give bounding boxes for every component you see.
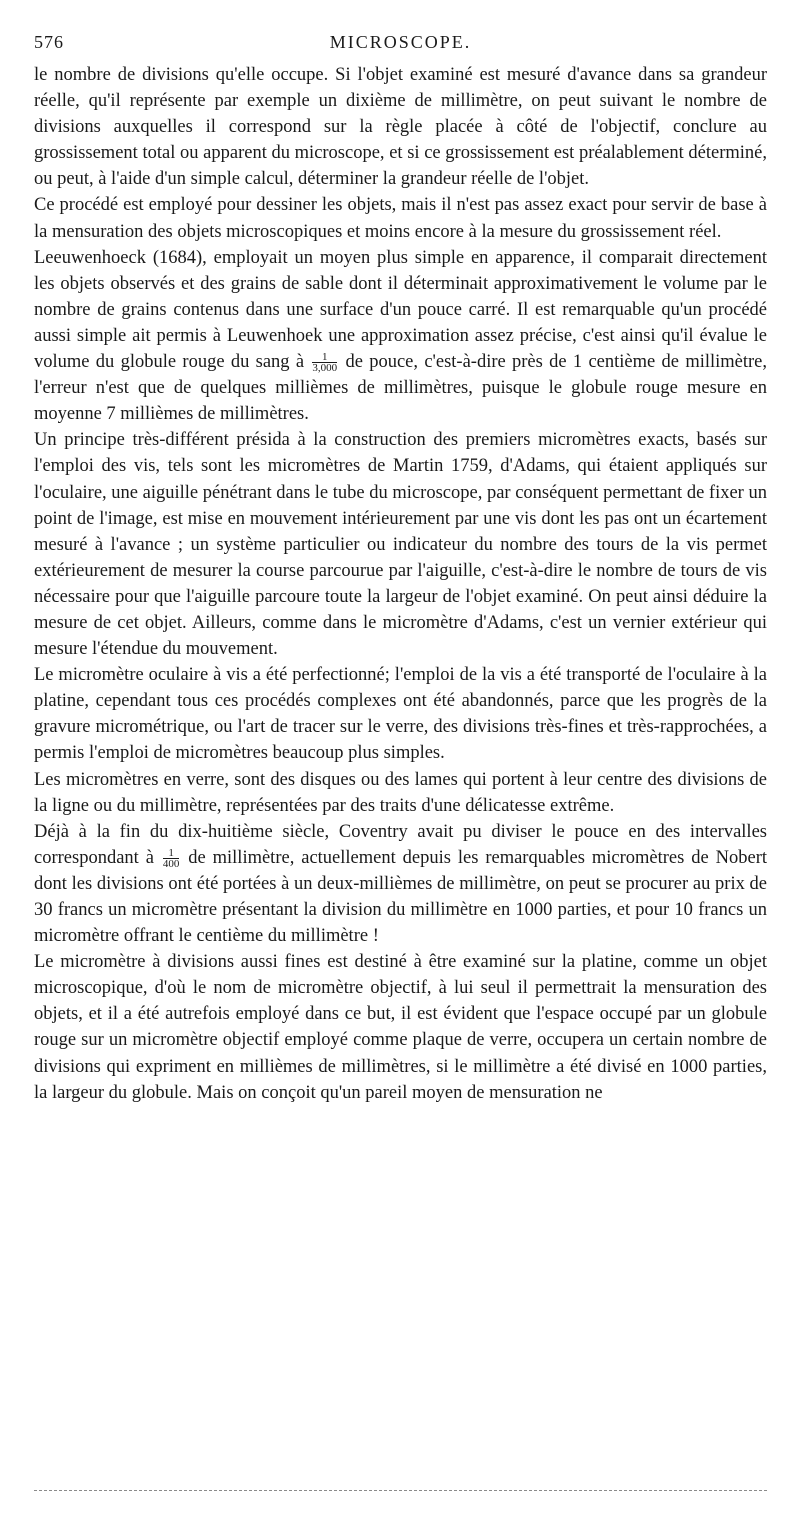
fraction-denominator: 3,000 xyxy=(312,362,338,375)
paragraph-1: le nombre de divisions qu'elle occupe. Si l'objet examiné est mesuré d'avance dans sa grandeur réelle, qu'il représente par exemple un dixième de millimètre, on peut suivant le nombre de divisions auxquelles il correspond sur la règle placée à côté de l'objectif, conclure au grossissement total ou apparent du microscope, et si ce grossissement est préalablement déterminé, ou peut, à l'aide d'un simple calcul, déterminer la grandeur réelle de l'objet. xyxy=(34,65,767,190)
paragraph-5: Le micromètre oculaire à vis a été perfectionné; l'emploi de la vis a été transporté de l'oculaire à la platine, cependant tous ces procédés complexes ont été abandonnés, parce que les progrès de la gravure micrométrique, ou l'art de tracer sur le verre, des divisions très-fines et très-rapprochées, a permis l'emploi de micromètres beaucoup plus simples. xyxy=(34,665,767,764)
paragraph-7-text-a: Déjà à la fin du dix-huitième siècle, Coventry avait pu diviser le pouce en des intervalles correspondant à xyxy=(34,821,767,868)
fraction-one-three-thousandth xyxy=(312,352,337,373)
paragraph-3-text-a: Leeuwenhoeck (1684), employait un moyen plus simple en apparence, il comparait directement les objets observés et des grains de sable dont il déterminait approximativement le volume par le nombre de grains contenus dans une surface d'un pouce carré. Il est remarquable qu'un procédé aussi simple ait permis à Leuwenhoek une approximation assez précise, c'est ainsi qu'il évalue le volume du globule rouge du sang à xyxy=(34,247,767,373)
page-number: 576 xyxy=(34,32,64,52)
paragraph-7 xyxy=(34,819,767,949)
paragraph-6: Les micromètres en verre, sont des disques ou des lames qui portent à leur centre des divisions de la ligne ou du millimètre, représentées par des traits d'une délicatesse extrême. xyxy=(34,769,767,816)
fraction-denominator: 400 xyxy=(162,858,180,871)
paragraph-4: Un principe très-différent présida à la construction des premiers micromètres exacts, basés sur l'emploi des vis, tels sont les micromètres de Martin 1759, d'Adams, qui étaient appliqués sur l'oculaire, une aiguille pénétrant dans le tube du microscope, par conséquent permettant de fixer un point de l'image, est mise en mouvement intérieurement par une vis dont les pas ont un écartement mesuré à l'avance ; un système particulier ou indicateur du nombre des tours de la vis permet extérieurement de mesurer la course parcourue par l'aiguille, c'est-à-dire le nombre de tours de vis nécessaire pour que l'aiguille parcoure toute la largeur de l'objet examiné. On peut ainsi déduire la mesure de cet objet. Ailleurs, comme dans le micromètre d'Adams, c'est un vernier extérieur qui mesure l'étendue du mouvement. xyxy=(34,430,767,660)
paragraph-8: Le micromètre à divisions aussi fines est destiné à être examiné sur la platine, comme un objet microscopique, d'où le nom de micromètre objectif, à lui seul il permettrait la mensuration des objets, et il a été autrefois employé dans ce but, il est évident que l'espace occupé par un globule rouge sur un micromètre objectif employé comme plaque de verre, occupera un certain nombre de divisions qui expriment en millièmes de millimètres, si le millimètre a été divisé en 1000 parties, la largeur du globule. Mais on conçoit qu'un pareil moyen de mensuration ne xyxy=(34,952,767,1103)
paragraph-3-text-b: de pouce, c'est-à-dire près de 1 centième de millimètre, l'erreur n'est que de quelques millièmes de millimètres, puisque le globule rouge mesure en moyenne 7 millièmes de millimètres. xyxy=(34,352,768,425)
running-title: MICROSCOPE. xyxy=(329,32,472,52)
page-header xyxy=(34,30,767,62)
fraction-numerator: 1 xyxy=(312,352,337,363)
paragraph-3 xyxy=(34,245,767,428)
fraction-numerator: 1 xyxy=(163,848,180,859)
footer-dashed-rule xyxy=(34,1490,767,1491)
paragraph-2: Ce procédé est employé pour dessiner les objets, mais il n'est pas assez exact pour servir de base à la mensuration des objets microscopiques et moins encore à la mesure du grossissement réel. xyxy=(34,195,767,242)
paragraph-7-text-b: de millimètre, actuellement depuis les remarquables micromètres de Nobert dont les divisions ont été portées à un deux-millièmes de millimètre, on peut se procurer au prix de 30 francs un micromètre présentant la division du millimètre en 1000 parties, et pour 10 francs un micromètre offrant le centième du millimètre ! xyxy=(34,847,767,947)
body-text xyxy=(34,62,767,1106)
page xyxy=(34,30,767,1106)
fraction-one-four-hundredth xyxy=(163,848,180,869)
